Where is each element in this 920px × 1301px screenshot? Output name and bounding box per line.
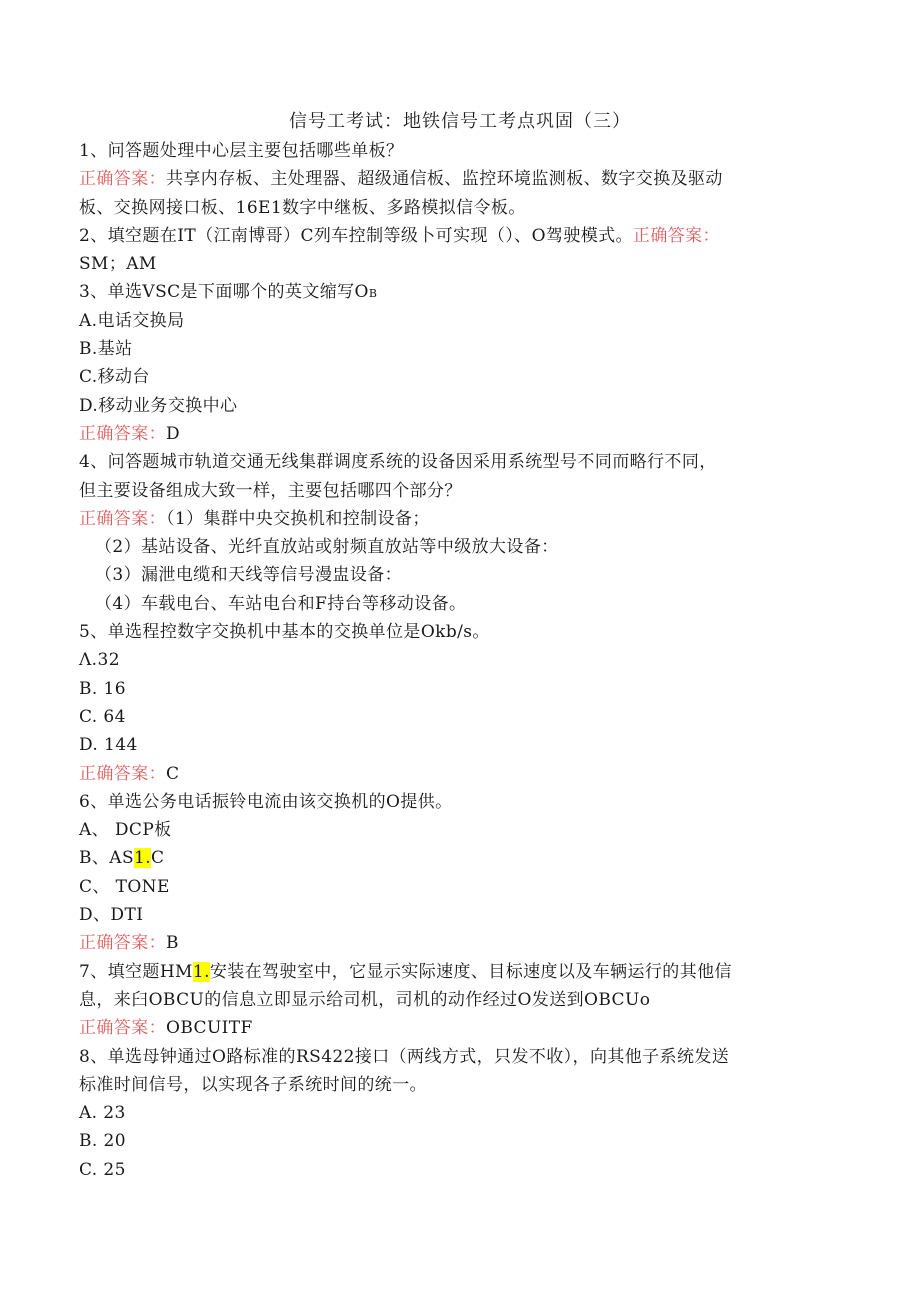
question-4-answer-item-4: （4）车载电台、车站电台和F持台等移动设备。	[95, 593, 467, 614]
question-8-stem-cont: 标准时间信号，以实现各子系统时间的统一。	[79, 1074, 427, 1095]
question-text: 2、填空题在IT（江南博哥）C列车控制等级卜可实现（）、O驾驶模式。	[79, 225, 633, 246]
question-3-option-b: B.基站	[79, 339, 133, 360]
answer-label: 正确答案：	[79, 423, 166, 444]
answer-label: 正确答案：	[79, 169, 166, 190]
question-3-option-c: C.移动台	[79, 367, 150, 388]
highlight-mark: 1.	[192, 961, 210, 982]
question-5-option-b: B. 16	[79, 678, 126, 699]
answer-label: 正确答案：	[632, 225, 720, 246]
answer-text: C	[166, 763, 180, 784]
question-4-answer-item-2: （2）基站设备、光纤直放站或射频直放站等中级放大设备：	[95, 537, 559, 558]
answer-text: D	[166, 423, 181, 444]
answer-text: B	[166, 933, 179, 954]
question-8-option-c: C. 25	[79, 1159, 126, 1180]
answer-text: 共享内存板、主处理器、超级通信板、监控环境监测板、数字交换及驱动	[166, 169, 723, 190]
question-5-option-c: C. 64	[79, 706, 126, 727]
question-5-option-d: D. 144	[79, 735, 138, 756]
question-5-stem: 5、单选程控数字交换机中基本的交换单位是Okb/s。	[79, 622, 490, 643]
question-6-stem: 6、单选公务电话振铃电流由该交换机的O提供。	[79, 791, 453, 812]
question-6-option-d: D、DTI	[79, 905, 144, 926]
question-3-answer	[79, 420, 839, 448]
question-4-stem: 4、问答题城市轨道交通无线集群调度系统的设备因采用系统型号不同而略行不同，	[79, 452, 717, 473]
highlight-mark: 1.	[134, 848, 152, 869]
question-1-answer-cont: 板、交换网接口板、16E1数字中继板、多路模拟信令板。	[79, 197, 526, 218]
question-8-option-a: A. 23	[79, 1103, 126, 1124]
question-8-stem: 8、单选母钟通过O路标准的RS422接口（两线方式，只发不收），向其他子系统发送	[79, 1046, 730, 1067]
option-text: B、AS	[79, 848, 135, 869]
question-text: 7、填空题HM	[79, 961, 193, 982]
answer-label: 正确答案：	[79, 508, 166, 529]
page-title: 信号工考试：地铁信号工考点巩固（三）	[289, 111, 631, 132]
answer-text: OBCUITF	[166, 1018, 253, 1039]
question-subscript: B	[368, 287, 378, 301]
question-3-option-d: D.移动业务交换中心	[79, 395, 238, 416]
question-1-answer	[79, 165, 839, 193]
answer-label: 正确答案：	[79, 763, 166, 784]
question-6-option-c: C、 TONE	[79, 876, 170, 897]
question-4-answer-item-3: （3）漏泄电缆和天线等信号漫盅设备：	[95, 565, 403, 586]
question-8-option-b: B. 20	[79, 1131, 126, 1152]
question-2-answer: SM；AM	[79, 254, 157, 275]
question-5-option-a: Λ.32	[79, 650, 120, 671]
question-3-option-a: A.电话交换局	[79, 310, 185, 331]
answer-label: 正确答案：	[79, 933, 166, 954]
question-5-answer	[79, 760, 839, 788]
answer-label: 正确答案：	[79, 1018, 166, 1039]
question-4-stem-cont: 但主要设备组成大致一样，主要包括哪四个部分？	[79, 480, 462, 501]
question-2-stem	[79, 222, 839, 250]
question-6-option-a: A、 DCP板	[79, 820, 172, 841]
question-6-answer	[79, 929, 839, 957]
question-3-stem	[79, 278, 839, 306]
question-list	[79, 137, 839, 1184]
answer-text: （1）集群中央交换机和控制设备；	[166, 508, 430, 529]
question-6-option-b	[79, 844, 839, 872]
question-7-answer	[79, 1014, 839, 1042]
question-1-stem: 1、问答题处理中心层主要包括哪些单板？	[79, 141, 404, 161]
question-text: 3、单选VSC是下面哪个的英文缩写O	[79, 282, 369, 303]
question-text: 安装在驾驶室中，它显示实际速度、目标速度以及车辆运行的其他信	[209, 961, 732, 982]
question-7-stem-cont: 息，来臼OBCU的信息立即显示给司机，司机的动作经过O发送到OBCUo	[79, 989, 651, 1010]
question-4-answer	[79, 505, 839, 533]
option-text: C	[151, 848, 165, 869]
question-7-stem	[79, 958, 839, 986]
